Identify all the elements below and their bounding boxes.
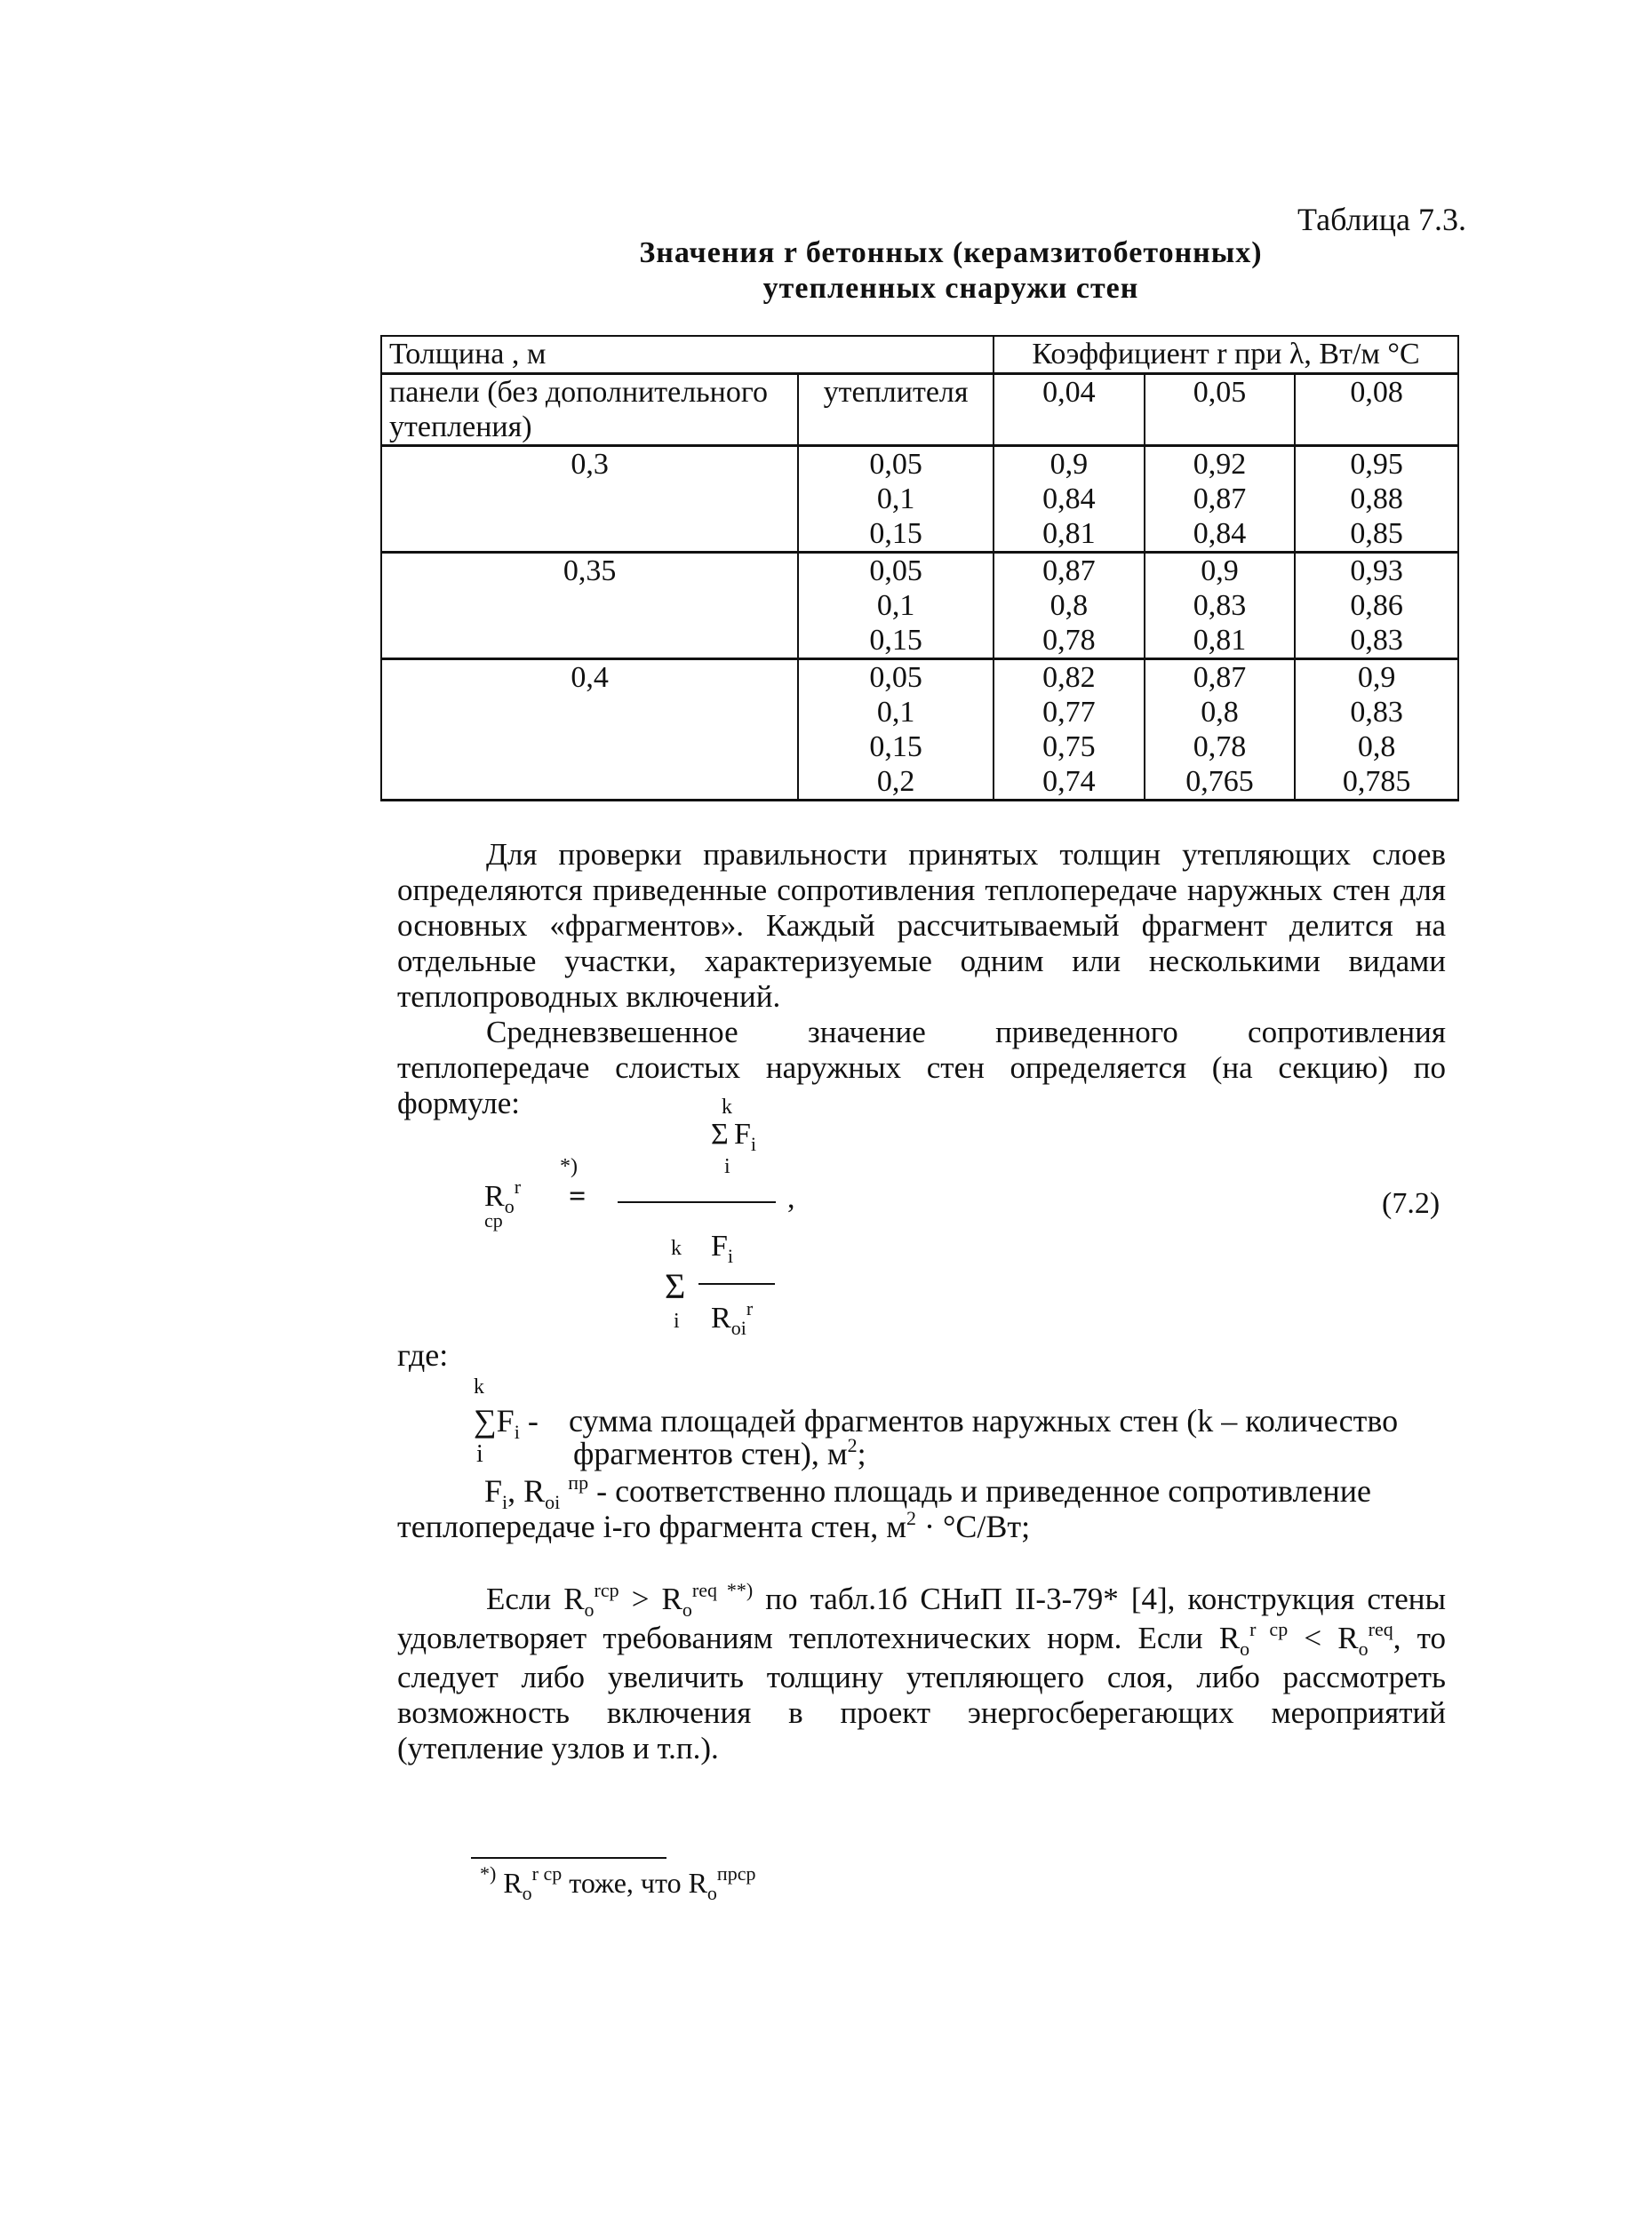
definition-fi-roi-line2: теплопередаче i-го фрагмента стен, $м^2 \cdot ^\circ С/Вт$; xyxy=(397,1507,1031,1544)
values-table xyxy=(380,335,1459,801)
r-col-005: 0,9 0,83 0,81 xyxy=(1145,553,1296,659)
insulation-col: 0,05 0,1 0,15 xyxy=(798,553,994,659)
table-row xyxy=(381,446,1458,553)
panel-thickness: 0,35 xyxy=(381,553,798,659)
paragraph-3: Если $R_o^{rср} > R_o^{req **)}$ по табл.1б СНиП II-3-79* [4], конструкция стены удовлетворяет требованиям теплотехнических норм. Если $R_o^{r ср} < R_o^{req}$, то следует либо увеличить толщину утепляющего слоя, либо рассмотреть возможность включения в проект энергосберегающих мероприятий (утепление узлов и т.п.). xyxy=(397,1579,1447,1766)
def1-k: k xyxy=(474,1375,484,1399)
table-title-line1: Значения r бетонных (керамзитобетонных) xyxy=(639,236,1263,269)
table-row xyxy=(381,553,1458,659)
sigma-symbol: Σ xyxy=(711,1118,729,1151)
r-col-004: 0,9 0,84 0,81 xyxy=(994,446,1145,553)
paragraph-1: Для проверки правильности принятых толщин утепляющих слоев определяются приведенные сопротивления теплопередаче наружных стен для основных «фрагментов». Каждый рассчитываемый фрагмент делится на отдельные участки, характеризуемые одним или несколькими видами теплопроводных включений. xyxy=(397,837,1446,1014)
definition-sum-fi-text2: фрагментов стен), $м^2$; xyxy=(573,1434,866,1471)
panel-thickness: 0,4 xyxy=(381,659,798,801)
insulation-col: 0,05 0,1 0,15 xyxy=(798,446,994,553)
r-col-008: 0,9 0,83 0,8 0,785 xyxy=(1295,659,1458,801)
r-col-005: 0,92 0,87 0,84 xyxy=(1145,446,1296,553)
r-col-008: 0,93 0,86 0,83 xyxy=(1295,553,1458,659)
paragraph-2: Средневзвешенное значение приведенного сопротивления теплопередаче слоистых наружных стен определяется (на секцию) по формуле: xyxy=(397,1015,1446,1120)
thickness-header: Толщина , м xyxy=(381,336,994,374)
formula-number: (7.2) xyxy=(1382,1187,1441,1220)
lhs-R: $R_o^{r ср}$ xyxy=(484,1176,522,1232)
table-title-line2: утепленных снаружи стен xyxy=(762,272,1139,305)
footnote: *) $R_o^{r ср}$ тоже, что $R_o^{прср}$ xyxy=(480,1862,756,1904)
definition-sum-fi-text: сумма площадей фрагментов наружных стен (k – количество xyxy=(569,1403,1399,1439)
r-col-008: 0,95 0,88 0,85 xyxy=(1295,446,1458,553)
fraction-bar xyxy=(618,1201,776,1203)
r-col-005: 0,87 0,8 0,78 0,765 xyxy=(1145,659,1296,801)
footnote-rule xyxy=(471,1857,666,1859)
r-col-004: 0,82 0,77 0,75 0,74 xyxy=(994,659,1145,801)
insulation-header: утеплителя xyxy=(798,374,994,446)
definition-sum-fi: $\sum F_i$ - xyxy=(474,1403,539,1443)
insulation-col: 0,05 0,1 0,15 0,2 xyxy=(798,659,994,801)
def1-i: i xyxy=(476,1440,483,1468)
r-col-004: 0,87 0,8 0,78 xyxy=(994,553,1145,659)
where-label: где: xyxy=(397,1337,449,1373)
lambda-header: 0,05 xyxy=(1145,374,1296,446)
lambda-header: 0,08 xyxy=(1295,374,1458,446)
panel-header: панели (без дополнительного утепления) xyxy=(381,374,798,446)
coef-header: Коэффициент r при λ, Вт/м °С xyxy=(994,336,1458,374)
lambda-header: 0,04 xyxy=(994,374,1145,446)
definition-fi-roi: $F_i$, $R_{oi}$ $^{пр}$ - соответственно площадь и приведенное сопротивление xyxy=(484,1471,1371,1513)
table-row xyxy=(381,659,1458,801)
table-label: Таблица 7.3. xyxy=(1297,202,1466,237)
panel-thickness: 0,3 xyxy=(381,446,798,553)
